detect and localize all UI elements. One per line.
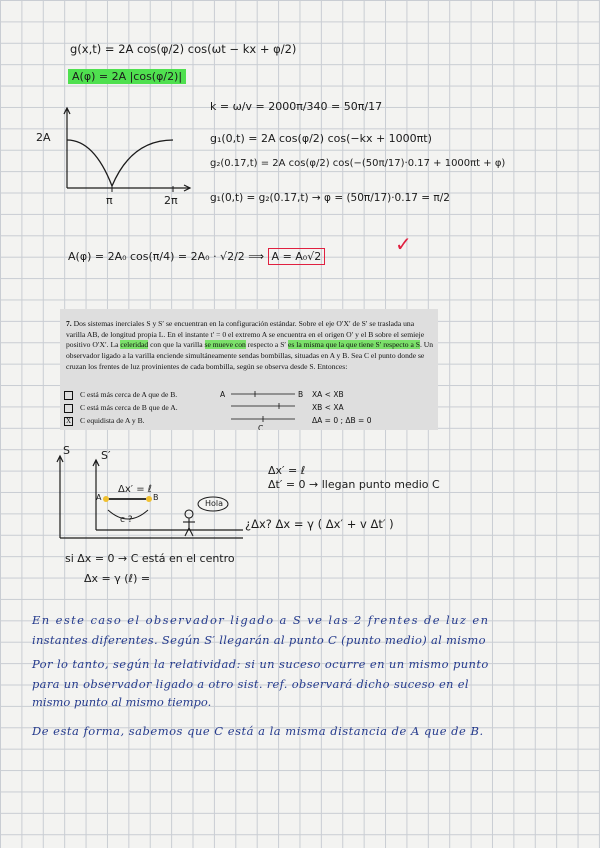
result-equation — [68, 250, 325, 263]
note-dx-prime: Δx′ = ℓ — [268, 464, 306, 477]
note-gamma: Δx = γ (ℓ) = — [84, 572, 151, 585]
frame-sprime-label: S′ — [101, 449, 111, 462]
highlight-se-mueve: se mueve con — [204, 340, 246, 350]
speech-bubble-text: Hola — [205, 499, 224, 508]
diagram-a-label: A — [220, 390, 226, 399]
note-center: si Δx = 0 → C está en el centro — [65, 552, 235, 565]
rod-end-b: B — [153, 493, 159, 502]
problem-number: 7. — [66, 319, 72, 328]
option-note: XA < XB — [312, 390, 344, 399]
g2-equation: g₂(0.17,t) = 2A cos(φ/2) cos(−(50π/17)·0.17 + 1000πt + φ) — [210, 158, 506, 169]
diagram-b-label: B — [298, 390, 304, 399]
result-left: A(φ) = 2A₀ cos(π/4) = 2A₀ · √2/2 ⟹ — [68, 250, 265, 263]
note-dt-prime: Δt′ = 0 → llegan punto medio C — [268, 478, 440, 491]
problem-scan — [60, 309, 438, 430]
amplitude-highlight: A(φ) = 2A |cos(φ/2)| — [68, 69, 186, 84]
explanation-line: Por lo tanto, según la relatividad: si un suceso ocurre en un mismo punto — [32, 657, 489, 671]
wavenumber-equation: k = ω/v = 2000π/340 = 50π/17 — [210, 100, 383, 113]
highlight-celeridad: celeridad — [120, 340, 149, 350]
option-label: C está más cerca de A que de B. — [80, 390, 178, 399]
graph-x-pi: π — [106, 194, 113, 207]
check-mark: ✓ — [395, 232, 412, 256]
option-diagrams — [225, 387, 305, 429]
midpoint-question: c ? — [120, 515, 133, 525]
g1-equation: g₁(0,t) = 2A cos(φ/2) cos(−kx + 1000πt) — [210, 132, 432, 145]
option-label: C está más cerca de B que de A. — [80, 403, 178, 412]
rod-end-a: A — [96, 493, 102, 502]
amplitude-equation — [68, 70, 186, 83]
frames-sketch — [48, 448, 248, 548]
option-note: ΔA = 0 ; ΔB = 0 — [312, 416, 372, 425]
frame-s-label: S — [63, 444, 70, 457]
amplitude-graph — [55, 100, 195, 200]
explanation-line: instantes diferentes. Según S′ llegarán al punto C (punto medio) al mismo — [32, 633, 486, 647]
result-boxed: A = A₀√2 — [268, 248, 326, 265]
option-note: XB < XA — [312, 403, 344, 412]
graph-y-label: 2A — [36, 131, 51, 144]
option-label: C equidista de A y B. — [80, 416, 145, 425]
explanation-line: mismo punto al mismo tiempo. — [32, 695, 212, 709]
explanation-line: para un observador ligado a otro sist. ref. observará dicho suceso en el — [32, 677, 469, 691]
option-checkbox[interactable]: X — [65, 417, 72, 425]
g1-equals-g2: g₁(0,t) = g₂(0.17,t) → φ = (50π/17)·0.17 = π/2 — [210, 192, 450, 204]
highlight-misma: es la misma que la que tiene S′ respecto a S — [287, 340, 420, 350]
wave-equation: g(x,t) = 2A cos(φ/2) cos(ωt − kx + φ/2) — [70, 42, 297, 56]
explanation-line: En este caso el observador ligado a S ve las 2 frentes de luz en — [32, 613, 490, 627]
explanation-line: De esta forma, sabemos que C está a la misma distancia de A que de B. — [32, 724, 484, 738]
note-lorentz: ¿Δx? Δx = γ ( Δx′ + v Δt′ ) — [245, 517, 394, 531]
rod-label: Δx′ = ℓ — [118, 484, 152, 495]
diagram-c-label: C — [258, 424, 264, 430]
option-checkbox[interactable] — [64, 391, 73, 400]
option-checkbox[interactable] — [64, 404, 73, 413]
problem-statement: 7. Dos sistemas inerciales S y S′ se encuentran en la configuración estándar. Sobre el eje O′X′ de S′ se traslada una varilla AB, de longitud propia L. En el instante t′ = 0 el extremo A se encuentra en el origen O′ y el B sobre el semieje positivo O′X′. La celeridad con que la varilla se mueve con respecto a S′ es la misma que la que tiene S′ respecto a S. Un observador ligado a la varilla enciende simultáneamente sendas bombillas, situadas en A y B. Sea C el punto donde se cruzan los frentes de luz provinientes de cada bombilla, según se observa desde S. Entonces: — [66, 319, 434, 371]
graph-x-2pi: 2π — [164, 194, 178, 207]
